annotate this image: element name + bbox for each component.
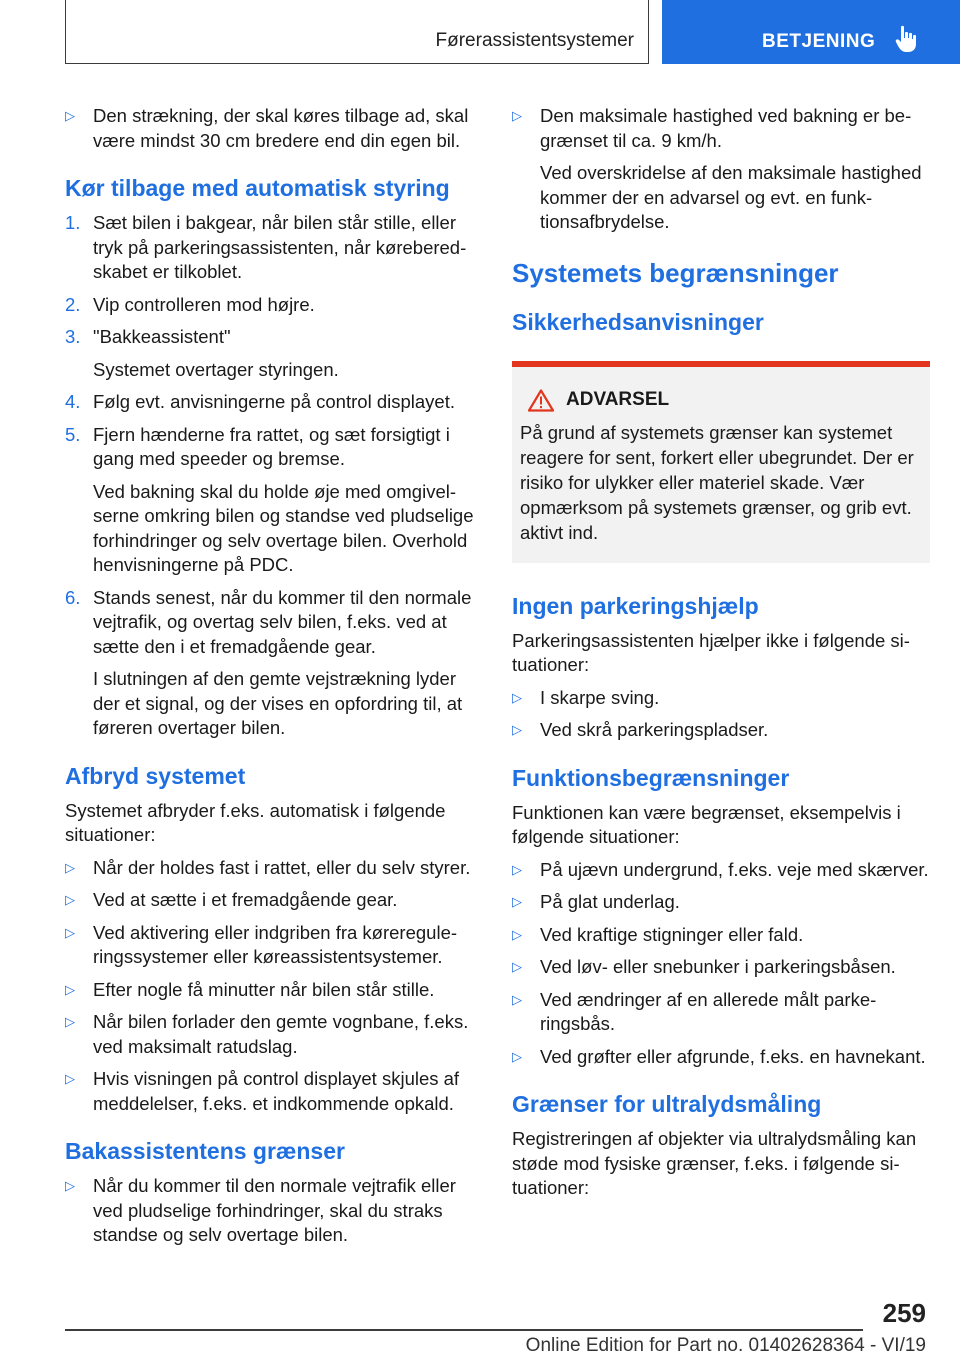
step-continuation: Ved bakning skal du holde øje med omgivelserne omkring bilen og standse ved pludselige forhindringer og selv overtage bilen. Overhold henvisningerne på PDC.	[93, 480, 474, 575]
list-item	[65, 978, 480, 1003]
step-text: Fjern hænderne fra rattet, og sæt forsigtigt i gang med speeder og bremse.	[93, 423, 450, 469]
list-item-text: Når du kommer til den normale vejtrafik eller ved pludselige forhindringer, skal du straks standse og selv overtage bilen.	[93, 1175, 456, 1245]
header-chapter-label: BETJENING	[762, 31, 876, 52]
abort-intro: Systemet afbryder f.eks. automatisk i følgende situationer:	[65, 799, 446, 845]
list-item	[65, 1174, 480, 1248]
triangle-bullet-icon: ▷	[512, 991, 522, 1007]
step-item	[65, 293, 480, 318]
warning-text: På grund af systemets grænser kan systemet reagere for sent, forkert eller ubegrundet. Der er risiko for ulykker eller materiel skade. Vær opmærksom på systemets grænser, og grib evt. aktivt ind.	[520, 421, 914, 543]
triangle-bullet-icon: ▷	[512, 722, 522, 737]
heading-function-limits: Funktionsbegrænsninger	[512, 764, 790, 791]
steps-list	[65, 211, 480, 741]
list-item-text: Ved skrå parkeringspladser.	[540, 719, 769, 740]
triangle-bullet-icon: ▷	[512, 959, 522, 974]
step-item	[65, 423, 480, 472]
step-item	[65, 325, 480, 350]
step-text: Følg evt. anvisningerne på control displayet.	[93, 391, 455, 412]
step-continuation: I slutningen af den gemte vejstrækning lyder der et signal, og der vises en opfordring til, at føreren overtager bilen.	[93, 668, 463, 738]
page-number: 259	[882, 1298, 926, 1328]
step-number: 1.	[65, 212, 81, 233]
step-number: 6.	[65, 586, 81, 608]
step-text: Vip controlleren mod højre.	[93, 293, 315, 315]
list-item	[65, 856, 480, 881]
list-item-text: Ved løv- eller snebunker i parkeringsbåsen.	[540, 956, 896, 977]
step-number: 3.	[65, 326, 81, 347]
list-item	[512, 686, 930, 711]
triangle-bullet-icon: ▷	[65, 108, 75, 123]
triangle-bullet-icon: ▷	[512, 1048, 522, 1064]
header-section-box	[65, 0, 649, 64]
warning-title: ADVARSEL	[566, 389, 670, 410]
step-item	[65, 586, 480, 660]
triangle-bullet-icon: ▷	[512, 894, 522, 909]
hand-pointer-icon	[895, 24, 921, 54]
triangle-bullet-icon: ▷	[65, 981, 75, 997]
func-intro: Funktionen kan være begrænset, eksempelvis i følgende situationer:	[512, 801, 901, 847]
triangle-bullet-icon: ▷	[65, 1178, 75, 1193]
heading-limits: Bakassistentens grænser	[65, 1138, 345, 1164]
speed-continuation: Ved overskridelse af den maksimale hastighed kommer der en advarsel og evt. en funktionsafbrydelse.	[540, 162, 922, 232]
step-number: 2.	[65, 293, 81, 315]
heading-system-limits: Systemets begrænsninger	[512, 257, 839, 288]
list-item	[65, 921, 480, 970]
list-item: ▷ Den maksimale hastighed ved bakning er begrænset til ca. 9 km/h.	[512, 105, 912, 151]
abort-list	[65, 856, 480, 1117]
warning-triangle-icon	[528, 389, 554, 412]
list-item-text: På glat underlag.	[540, 891, 680, 912]
right-column	[512, 104, 930, 1209]
footer-divider	[65, 1329, 863, 1331]
list-item	[512, 858, 930, 883]
triangle-bullet-icon: ▷	[65, 1071, 75, 1086]
triangle-bullet-icon: ▷	[65, 859, 75, 875]
heading-auto-steering: Kør tilbage med automatisk styring	[65, 175, 450, 201]
step-text: "Bakkeassistent"	[93, 326, 231, 347]
list-item	[512, 988, 930, 1037]
list-item	[512, 890, 930, 915]
list-item-text: Når bilen forlader den gemte vognbane, f.eks. ved maksimalt ratudslag.	[93, 1011, 469, 1057]
triangle-bullet-icon: ▷	[512, 861, 522, 877]
list-item	[65, 1067, 480, 1116]
step-number: 5.	[65, 423, 81, 445]
list-item	[65, 1010, 480, 1059]
list-item-text: Ved kraftige stigninger eller fald.	[540, 923, 804, 945]
list-item-text: På ujævn undergrund, f.eks. veje med skærver.	[540, 858, 929, 880]
warning-title-row	[520, 389, 922, 412]
triangle-bullet-icon: ▷	[65, 924, 75, 940]
triangle-bullet-icon: ▷	[512, 926, 522, 942]
list-item-text: I skarpe sving.	[540, 686, 660, 708]
list-item-text: Ved ændringer af en allerede målt parkeringsbås.	[540, 988, 877, 1034]
warning-box	[512, 361, 930, 563]
header-chapter-tab[interactable]	[662, 0, 960, 64]
step-item	[65, 211, 480, 285]
list-item	[65, 888, 480, 913]
step-text: Sæt bilen i bakgear, når bilen står stille, eller tryk på parkeringsassistenten, når køreberedskabet er tilkoblet.	[93, 212, 467, 282]
list-item	[512, 718, 930, 743]
header-section-title: Førerassistentsystemer	[435, 30, 634, 51]
list-item-text: Når der holdes fast i rattet, eller du selv styrer.	[93, 856, 471, 878]
no-help-list	[512, 686, 930, 743]
step-continuation: Systemet overtager styringen.	[93, 358, 339, 380]
list-item	[512, 1045, 930, 1070]
footer-edition: Online Edition for Part no. 01402628364 - VI/19	[525, 1335, 926, 1356]
left-column	[65, 104, 480, 1256]
list-item-text: Ved grøfter eller afgrunde, f.eks. en havnekant.	[540, 1045, 926, 1067]
list-item-text: Ved aktivering eller indgriben fra kørereguleringssystemer eller køreassistentsystemer.	[93, 921, 458, 967]
list-item	[512, 923, 930, 948]
triangle-bullet-icon: ▷	[65, 892, 75, 907]
heading-ultrasound-limits: Grænser for ultralydsmåling	[512, 1091, 822, 1117]
list-item-text: Efter nogle få minutter når bilen står stille.	[93, 978, 435, 1000]
triangle-bullet-icon: ▷	[512, 108, 522, 123]
no-help-intro: Parkeringsassistenten hjælper ikke i følgende situationer:	[512, 629, 910, 675]
list-item-text: Ved at sætte i et fremadgående gear.	[93, 889, 398, 910]
step-text: Stands senest, når du kommer til den normale vejtrafik, og overtag selv bilen, f.eks. ved at sætte den i et fremadgående gear.	[93, 586, 472, 657]
triangle-bullet-icon: ▷	[65, 1014, 75, 1029]
list-item	[512, 955, 930, 980]
list-item-text: Hvis visningen på control displayet skjules af meddelelser, f.eks. et indkommende opkald.	[93, 1068, 460, 1114]
list-item: ▷ Den strækning, der skal køres tilbage ad, skal være mindst 30 cm bredere end din egen bil.	[65, 105, 469, 151]
triangle-bullet-icon: ▷	[512, 689, 522, 705]
step-number: 4.	[65, 391, 81, 412]
step-item	[65, 390, 480, 415]
func-list	[512, 858, 930, 1070]
limits-list	[65, 1174, 480, 1248]
heading-abort-system: Afbryd systemet	[65, 762, 246, 789]
ultrasound-text: Registreringen af objekter via ultralydsmåling kan støde mod fysiske grænser, f.eks. i følgende situationer:	[512, 1128, 917, 1198]
heading-safety: Sikkerhedsanvisninger	[512, 308, 764, 335]
heading-no-parking-help: Ingen parkeringshjælp	[512, 592, 759, 619]
